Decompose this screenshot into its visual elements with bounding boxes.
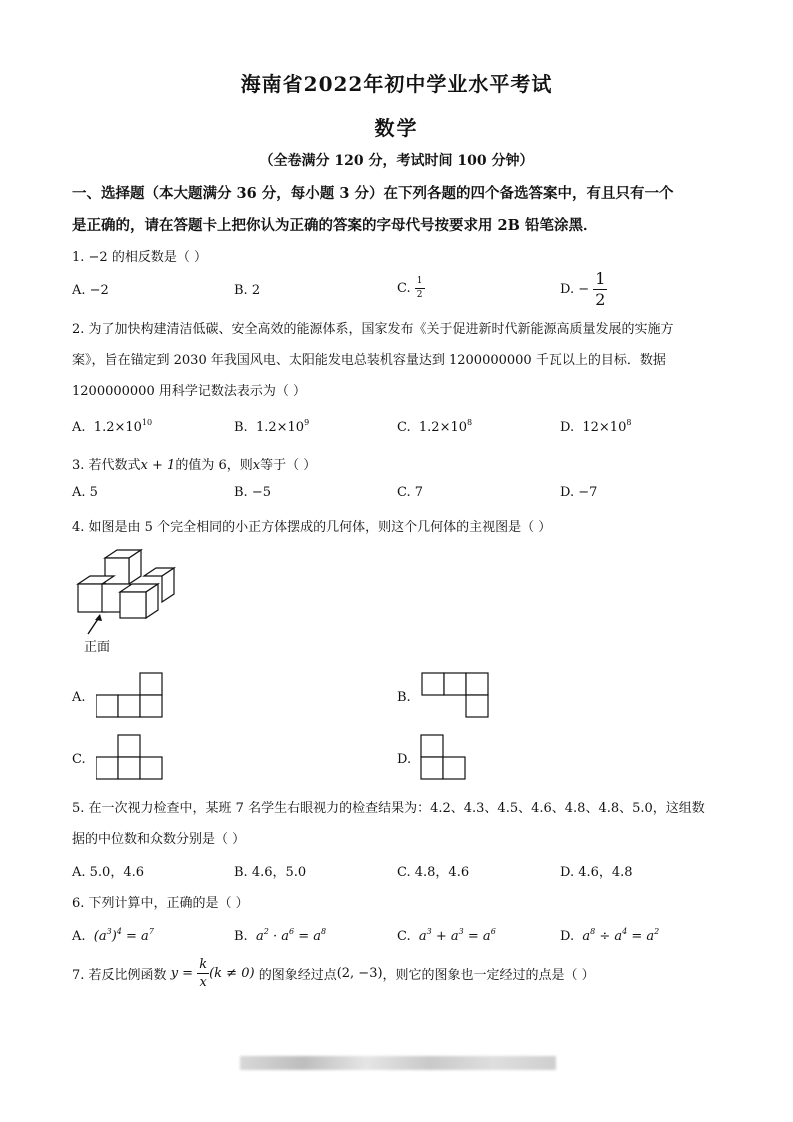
q5-option-c: C. 4.8，4.6 xyxy=(397,865,470,880)
q1-option-d: D. − $\frac{1}{2}$ xyxy=(560,269,606,309)
subject-title: 数学 xyxy=(374,116,419,140)
q3-option-a: A. 5 xyxy=(72,485,98,500)
section-instructions-line2: 是正确的，请在答题卡上把你认为正确的答案的字母代号按要求用 2B 铅笔涂黑． xyxy=(72,217,598,234)
q1-option-b: B. 2 xyxy=(234,283,261,298)
blurred-footer xyxy=(240,1056,556,1070)
q4-option-b-figure xyxy=(421,672,491,718)
q2-option-d: D. $12\times 10^8$ xyxy=(560,418,632,435)
exam-title: 海南省2022年初中学业水平考试 xyxy=(240,72,553,96)
q6-option-d: D. $a^8 \div a^4 = a^2$ xyxy=(560,927,660,944)
question-2-line1: 2. 为了加快构建清洁低碳、安全高效的能源体系，国家发布《关于促进新时代新能源高质量发展的实施方 xyxy=(72,322,674,337)
q1-option-a: A. −2 xyxy=(72,283,109,298)
q6-option-a: A. $(a^3)^4 = a^7$ xyxy=(72,927,154,944)
exam-info: （全卷满分 120 分，考试时间 100 分钟） xyxy=(259,153,534,169)
q4-option-b-label: B. xyxy=(397,690,411,705)
q4-option-a-label: A. xyxy=(72,690,86,705)
fraction: $\frac{1}{2}$ xyxy=(416,276,423,300)
q4-option-c-figure xyxy=(96,734,166,780)
q3-option-b: B. −5 xyxy=(234,485,271,500)
front-label: 正面 xyxy=(84,640,111,655)
fraction: $\frac{k}{x}$ xyxy=(199,957,208,990)
q4-option-d-label: D. xyxy=(397,752,412,767)
q3-option-c: C. 7 xyxy=(397,485,424,500)
q2-option-c: C. $1.2\times 10^8$ xyxy=(397,418,473,435)
fraction: $\frac{1}{2}$ xyxy=(595,269,606,309)
q5-option-b: B. 4.6，5.0 xyxy=(234,865,307,880)
question-1: 1. −2 的相反数是（ ） xyxy=(72,250,207,265)
q4-option-d-figure xyxy=(420,734,468,780)
q4-option-c-label: C. xyxy=(72,752,86,767)
arrow-head-icon xyxy=(95,614,102,621)
question-2-line3: 1200000000 用科学记数法表示为（ ） xyxy=(72,384,306,399)
q5-option-d: D. 4.6，4.8 xyxy=(560,865,633,880)
q5-option-a: A. 5.0，4.6 xyxy=(72,865,145,880)
question-4: 4. 如图是由 5 个完全相同的小正方体摆成的几何体，则这个几何体的主视图是（ ） xyxy=(72,520,552,535)
q3-option-d: D. −7 xyxy=(560,485,598,500)
q2-option-a: A. $1.2\times 10^{10}$ xyxy=(72,418,153,435)
question-2-line2: 案》，旨在锚定到 2030 年我国风电、太阳能发电总装机容量达到 1200000000 千瓦以上的目标．数据 xyxy=(72,353,666,368)
question-5-line2: 据的中位数和众数分别是（ ） xyxy=(72,832,246,847)
q6-option-c: C. $a^3 + a^3 = a^6$ xyxy=(397,927,496,944)
section-instructions-line1: 一、选择题（本大题满分 36 分，每小题 3 分）在下列各题的四个备选答案中，有且只有一个 xyxy=(72,185,674,202)
question-6: 6. 下列计算中，正确的是（ ） xyxy=(72,896,249,911)
question-3: 3. 若代数式x + 1的值为 6，则x等于（ ） xyxy=(72,458,317,473)
question-7: 7. 若反比例函数 y = $\frac{k}{x}$ (k ≠ 0) 的图象经过点(2, −3)，则它的图象也一定经过的点是（ ） xyxy=(72,957,595,990)
q2-option-b: B. $1.2\times 10^9$ xyxy=(234,418,310,435)
q4-option-a-figure xyxy=(96,672,166,718)
q6-option-b: B. $a^2 \cdot a^6 = a^8$ xyxy=(234,927,327,944)
q1-option-c: C. $\frac{1}{2}$ xyxy=(397,276,423,300)
question-5-line1: 5. 在一次视力检查中，某班 7 名学生右眼视力的检查结果为：4.2、4.3、4.5、4.6、4.8、4.8、5.0，这组数 xyxy=(72,801,705,816)
